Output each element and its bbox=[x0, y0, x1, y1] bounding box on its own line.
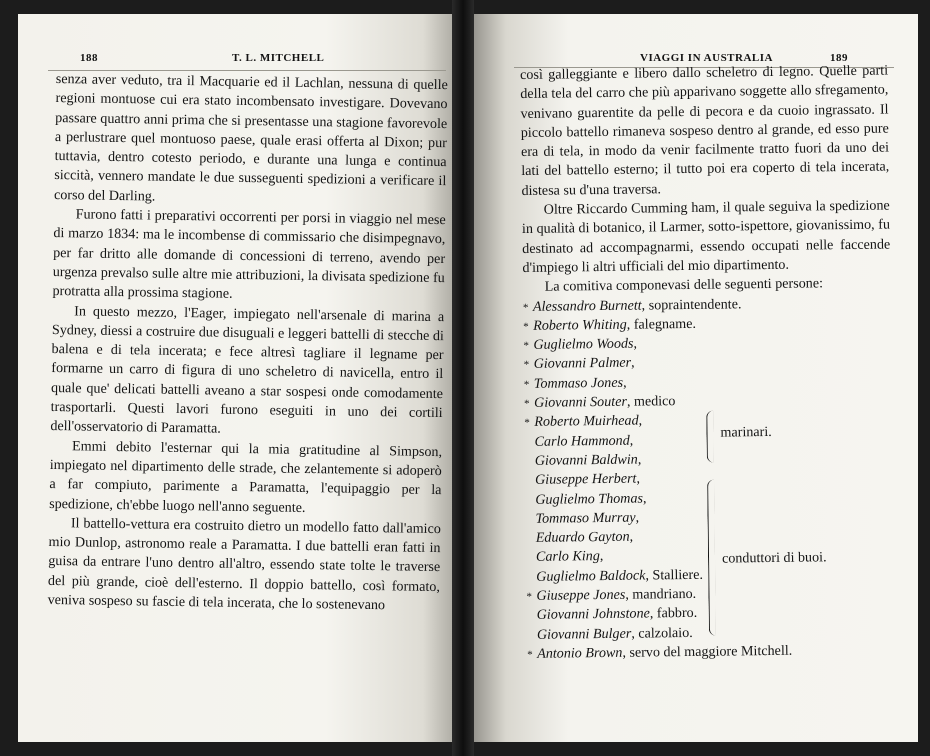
member-name: Giovanni Johnstone bbox=[536, 605, 650, 624]
asterisk-mark: * bbox=[523, 340, 529, 353]
brace-sailors bbox=[706, 411, 714, 463]
member-name: Tommaso Jones bbox=[533, 374, 624, 392]
page-number-left: 188 bbox=[80, 52, 98, 64]
member-name: Roberto Whiting bbox=[533, 316, 627, 334]
member-name: Giovanni Souter bbox=[534, 393, 627, 411]
left-page-text bbox=[48, 70, 448, 616]
member-role: , bbox=[631, 355, 635, 372]
member-role: , sopraintendente. bbox=[641, 295, 742, 314]
member-name: Alessandro Burnett bbox=[532, 297, 642, 315]
paragraph: così galleggiante e libero dallo scheletro di legno. Quelle parti della tela del carro che più apparivano soggette allo sfregamento, venivano guarentite da pelle di pecora e da cuoio ingrassato. Il piccolo battello rimaneva sospeso dentro al grande, ed esso pure era di tela, in modo da venir facilmente tratto fuori da uno dei lati del battello esterno; il tutto poi era coperto di tela incerata, distesa su d'una traversa. bbox=[520, 62, 890, 199]
member-role: , servo del maggiore Mitchell. bbox=[622, 642, 793, 661]
member-role: , bbox=[629, 432, 634, 449]
member-name: Guglielmo Thomas bbox=[535, 490, 644, 508]
asterisk-mark: * bbox=[522, 301, 529, 314]
right-page bbox=[470, 14, 918, 742]
running-head-right: VIAGGI IN AUSTRALIA bbox=[640, 52, 773, 64]
paragraph: Il battello-vettura era costruito dietro un modello fatto dall'amico mio Dunlop, astronomo reale a Paramatta. I due battelli eran fatti in guisa da entrare l'uno dentro all'altro, essendo state tolte le traverse del più grande, cioè dell'esterno. Il doppio battello, così formato, veniva sospeso su fascie di tela incerata, che lo sostenevano bbox=[47, 515, 441, 614]
member-role: , bbox=[636, 470, 641, 487]
group-label-sailors: marinari. bbox=[720, 423, 772, 441]
member-name: Carlo Hammond bbox=[534, 432, 630, 450]
asterisk-mark: * bbox=[523, 378, 530, 391]
left-page bbox=[18, 14, 458, 742]
member-role: , mandriano. bbox=[625, 585, 697, 603]
member-role: , bbox=[638, 412, 643, 429]
member-role: , falegname. bbox=[626, 315, 697, 333]
asterisk-mark: * bbox=[527, 648, 533, 661]
member-role: , bbox=[633, 335, 638, 352]
asterisk-mark: * bbox=[524, 417, 530, 430]
member-name: Antonio Brown bbox=[537, 644, 623, 662]
member-name: Guglielmo Woods bbox=[533, 335, 634, 354]
member-name: Roberto Muirhead bbox=[534, 412, 639, 431]
member-role: , bbox=[622, 374, 627, 391]
member-name: Giovanni Baldwin bbox=[534, 451, 638, 469]
asterisk-mark: * bbox=[523, 359, 530, 372]
paragraph: La comitiva componevasi delle seguenti persone: bbox=[544, 275, 824, 295]
member-role: , bbox=[629, 528, 634, 545]
member-name: Giovanni Palmer bbox=[533, 355, 632, 373]
member-role: , calzolaio. bbox=[631, 624, 693, 642]
member-role: , fabbro. bbox=[649, 605, 698, 622]
book-gutter bbox=[452, 0, 474, 756]
member-role: , medico bbox=[626, 393, 676, 410]
member-role: , Stalliere. bbox=[645, 566, 704, 584]
paragraph: Oltre Riccardo Cumming ham, il quale seguiva la spedizione in qualità di botanico, il Larmer, sotto-ispettore, giovanissimo, fu destinato ad accompagnarmi, essendo occupati nelle faccende d'impiego li altri ufficiali del mio dipartimento. bbox=[521, 197, 891, 276]
running-head-left: T. L. MITCHELL bbox=[232, 52, 325, 64]
paragraph: Emmi debito l'esternar qui la mia gratitudine al Simpson, impiegato nel dipartimento delle strade, che zelantemente si adoperò a far compiuto, parimente a Paramatta, l'equipaggio per la spedizione, ch'ebbe luogo nell'anno seguente. bbox=[49, 437, 443, 516]
member-name: Eduardo Gayton bbox=[535, 528, 630, 546]
asterisk-mark: * bbox=[526, 590, 533, 603]
member-role: , bbox=[642, 490, 647, 507]
member-role: , bbox=[599, 548, 604, 565]
member-name: Guglielmo Baldock bbox=[536, 567, 646, 585]
right-page-text bbox=[520, 62, 895, 665]
asterisk-mark: * bbox=[524, 397, 530, 411]
member-name: Giuseppe Herbert bbox=[534, 470, 637, 489]
asterisk-mark: * bbox=[523, 320, 529, 333]
member-name: Carlo King bbox=[535, 548, 600, 566]
paragraph: senza aver veduto, tra il Macquarie ed il Lachlan, nessuna di quelle regioni montuose cui era stato incombensato investigare. Dovevano passare quattro anni prima che si presentasse una stagione favorevole a perlustrare quel montuoso paese, quale erasi offerta al Dixon; pur tuttavia, dentro cotesto periodo, e durante una lunga e continua siccità, vennero mandate le due susseguenti spedizioni a verificare il corso del Darling. bbox=[53, 70, 448, 205]
page-number-right: 189 bbox=[830, 52, 848, 64]
member-name: Tommaso Murray bbox=[535, 509, 636, 527]
paragraph: In questo mezzo, l'Eager, impiegato nell'arsenale di marina a Sydney, diessi a costruire due disuguali e leggeri battelli di stecche di balena e di tela incerata; e fece altresì tagliare il legname per formarne un carro di figura di uno scheletro di navicella, entro il quale que' delicati battelli aveano a star sospesi onde comodamente trasportarli. Questi lavori furono eseguiti in uno dei cortili dell'osservatorio di Paramatta. bbox=[50, 302, 445, 437]
paragraph: Furono fatti i preparativi occorrenti per porsi in viaggio nel mese di marzo 1834: ma le incombense di commissario che disimpegnavo, per far dritto alle domande di concessioni di terreno, avendo per urgenza prevalso sulle altre mie attribuzioni, la divisata spedizione fu protratta alla prossima stagione. bbox=[52, 206, 446, 303]
member-role: , bbox=[635, 509, 640, 526]
member-list-item bbox=[527, 640, 895, 664]
member-name: Giovanni Bulger bbox=[536, 625, 632, 643]
member-role: , bbox=[637, 451, 642, 468]
group-label-drivers: conduttori di buoi. bbox=[721, 549, 827, 567]
member-name: Giuseppe Jones bbox=[536, 586, 626, 604]
